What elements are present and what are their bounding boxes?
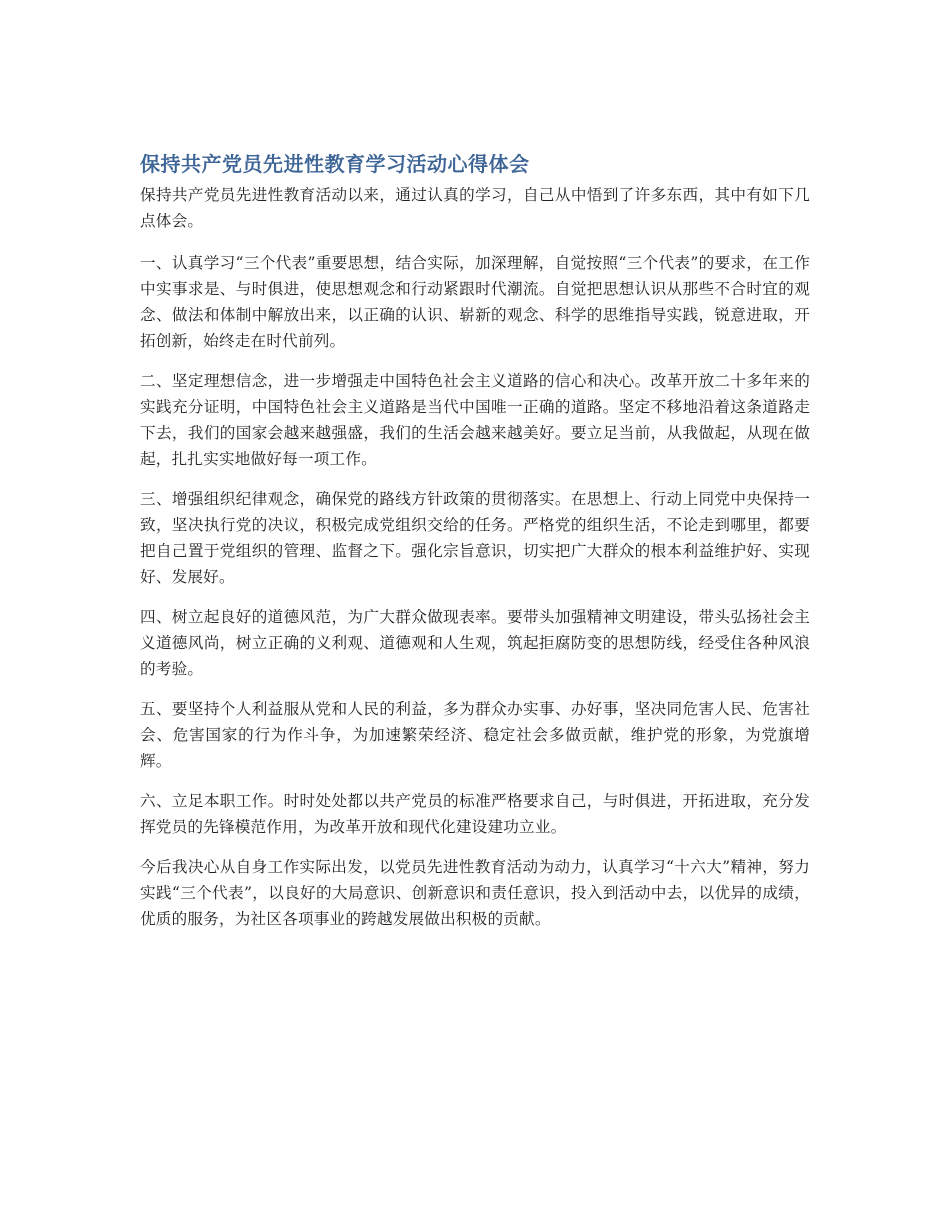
paragraph-6: 六、立足本职工作。时时处处都以共产党员的标准严格要求自己，与时俱进，开拓进取，充分发挥党员的先锋模范作用，为改革开放和现代化建设建功立业。	[140, 792, 810, 836]
paragraph-4: 四、树立起良好的道德风范，为广大群众做现表率。要带头加强精神文明建设，带头弘扬社会主义道德风尚，树立正确的义利观、道德观和人生观，筑起拒腐防变的思想防线，经受住各种风浪的考验。	[140, 608, 810, 678]
document-title: 保持共产党员先进性教育学习活动心得体会	[140, 152, 530, 176]
closing-paragraph: 今后我决心从自身工作实际出发，以党员先进性教育活动为动力，认真学习“十六大”精神，努力实践“三个代表”，以良好的大局意识、创新意识和责任意识，投入到活动中去，以优异的成绩，优质的服务，为社区各项事业的跨越发展做出积极的贡献。	[140, 858, 810, 928]
paragraph-1: 一、认真学习“三个代表”重要思想，结合实际，加深理解，自觉按照“三个代表”的要求，在工作中实事求是、与时俱进，使思想观念和行动紧跟时代潮流。自觉把思想认识从那些不合时宜的观念、做法和体制中解放出来，以正确的认识、崭新的观念、科学的思维指导实践，锐意进取，开拓创新，始终走在时代前列。	[140, 254, 810, 350]
paragraph-2: 二、坚定理想信念，进一步增强走中国特色社会主义道路的信心和决心。改革开放二十多年来的实践充分证明，中国特色社会主义道路是当代中国唯一正确的道路。坚定不移地沿着这条道路走下去，我们的国家会越来越强盛，我们的生活会越来越美好。要立足当前，从我做起，从现在做起，扎扎实实地做好每一项工作。	[140, 372, 810, 468]
intro-paragraph: 保持共产党员先进性教育活动以来，通过认真的学习，自己从中悟到了许多东西，其中有如下几点体会。	[140, 186, 810, 230]
paragraph-5: 五、要坚持个人利益服从党和人民的利益，多为群众办实事、办好事，坚决同危害人民、危害社会、危害国家的行为作斗争，为加速繁荣经济、稳定社会多做贡献，维护党的形象，为党旗增辉。	[140, 700, 810, 770]
document-page	[140, 150, 810, 946]
paragraph-3: 三、增强组织纪律观念，确保党的路线方针政策的贯彻落实。在思想上、行动上同党中央保持一致，坚决执行党的决议，积极完成党组织交给的任务。严格党的组织生活，不论走到哪里，都要把自己置于党组织的管理、监督之下。强化宗旨意识，切实把广大群众的根本利益维护好、实现好、发展好。	[140, 490, 810, 586]
